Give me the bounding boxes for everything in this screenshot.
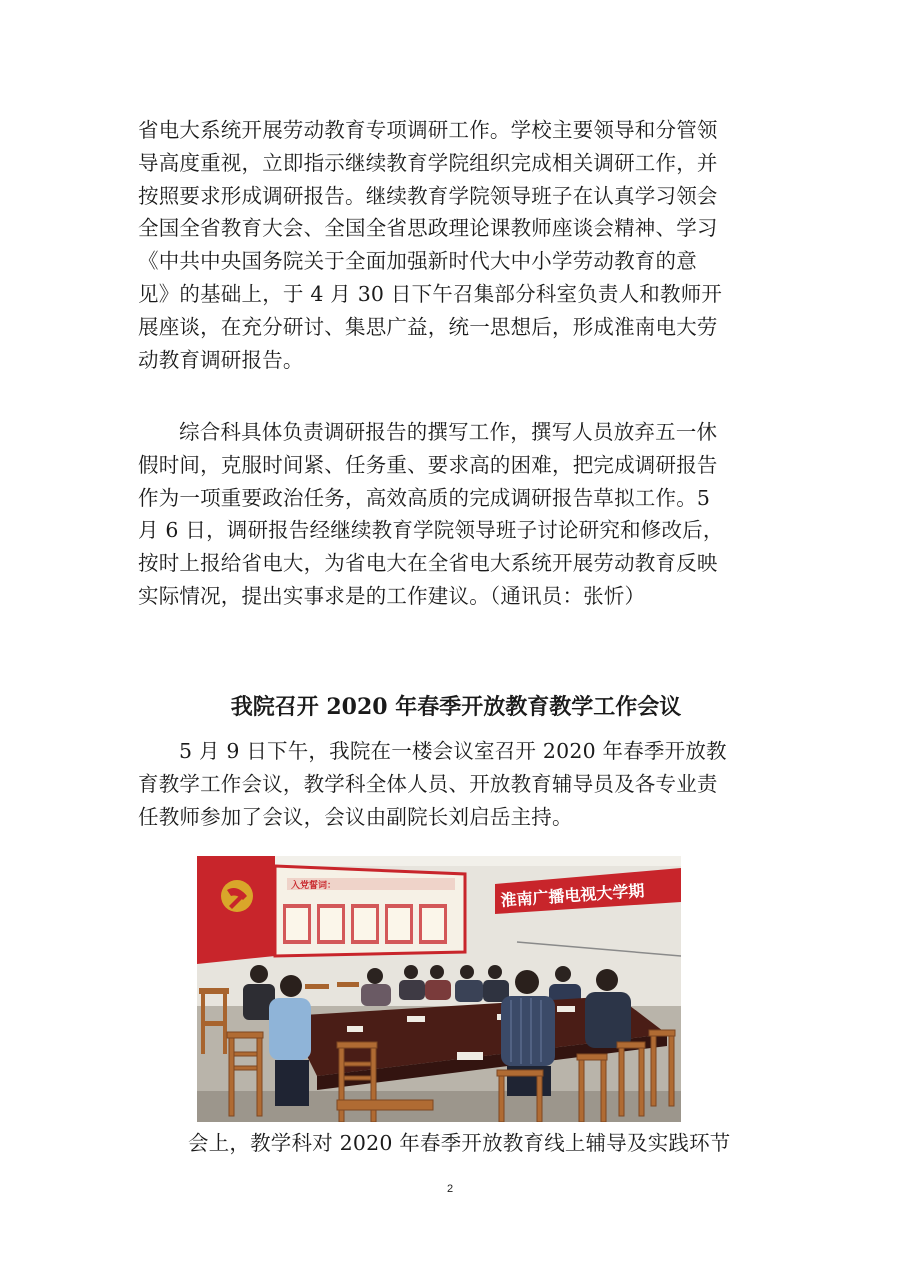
paragraph-2 <box>138 416 774 613</box>
text-line: 全国全省教育大会、全国全省思政理论课教师座谈会精神、学习 <box>138 216 718 241</box>
page-number: 2 <box>446 1183 454 1195</box>
text-line: 动教育调研报告。 <box>138 347 304 372</box>
text-line: 作为一项重要政治任务，高效高质的完成调研报告草拟工作。5 <box>138 485 711 510</box>
text-line: 育教学工作会议，教学科全体人员、开放教育辅导员及各专业责 <box>138 771 718 796</box>
text-line: 导高度重视，立即指示继续教育学院组织完成相关调研工作，并 <box>138 150 718 175</box>
text-line: 省电大系统开展劳动教育专项调研工作。学校主要领导和分管领 <box>138 118 718 142</box>
text-line: 见》的基础上，于 4 月 30 日下午召集部分科室负责人和教师开 <box>138 281 723 306</box>
paragraph-1 <box>138 114 774 376</box>
text-line: 实际情况，提出实事求是的工作建议。（通讯员：张忻） <box>138 583 646 608</box>
board-heading-text: 入党誓词： <box>291 880 337 890</box>
banner-text: 淮南广播电视大学期 <box>499 880 645 910</box>
text-line: 《中共中央国务院关于全面加强新时代大中小学劳动教育的意 <box>138 249 697 274</box>
article2-paragraph-1 <box>138 735 774 833</box>
text-line: 月 6 日，调研报告经继续教育学院领导班子讨论研究和修改后， <box>138 518 724 543</box>
meeting-photo <box>197 856 681 1122</box>
article-title: 我院召开 2020 年春季开放教育教学工作会议 <box>230 694 682 720</box>
article2-paragraph-2 <box>138 1127 774 1160</box>
text-line: 综合科具体负责调研报告的撰写工作，撰写人员放弃五一休 <box>179 420 718 444</box>
text-line: 5 月 9 日下午，我院在一楼会议室召开 2020 年春季开放教 <box>179 739 727 763</box>
text-line: 会上，教学科对 2020 年春季开放教育线上辅导及实践环节 <box>188 1131 731 1155</box>
text-line: 展座谈，在充分研讨、集思广益，统一思想后，形成淮南电大劳 <box>138 314 718 339</box>
text-line: 按时上报给省电大，为省电大在全省电大系统开展劳动教育反映 <box>138 551 718 576</box>
text-line: 任教师参加了会议，会议由副院长刘启岳主持。 <box>138 804 573 829</box>
text-line: 假时间，克服时间紧、任务重、要求高的困难，把完成调研报告 <box>138 452 718 477</box>
text-line: 按照要求形成调研报告。继续教育学院领导班子在认真学习领会 <box>138 183 718 208</box>
